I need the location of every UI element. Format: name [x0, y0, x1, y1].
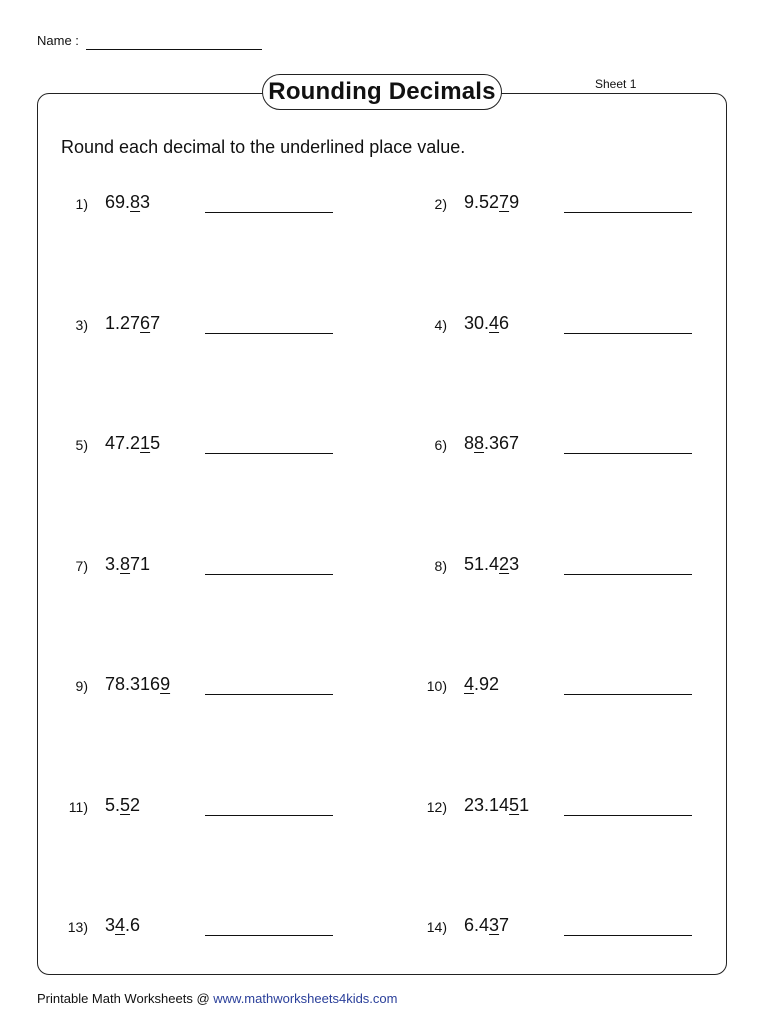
- answer-line[interactable]: [205, 212, 333, 213]
- problem-number: 1): [75, 196, 88, 212]
- problem-item: [37, 915, 377, 945]
- problem-decimal: [105, 554, 150, 575]
- problem-item: [37, 554, 377, 584]
- decimal-trailing-digits: 2: [130, 795, 141, 815]
- decimal-trailing-digits: 1: [519, 795, 530, 815]
- problem-number: 10): [426, 678, 447, 694]
- problem-item: [37, 433, 377, 463]
- underlined-digit: 4: [489, 313, 500, 333]
- decimal-trailing-digits: 3: [509, 554, 520, 574]
- problem-number: 5): [75, 437, 88, 453]
- underlined-digit: 8: [130, 192, 141, 212]
- problem-decimal: [464, 192, 519, 213]
- underlined-digit: 1: [140, 433, 151, 453]
- answer-line[interactable]: [205, 574, 333, 575]
- problem-decimal: [464, 554, 519, 575]
- problem-decimal: [105, 795, 140, 816]
- problem-item: [37, 795, 377, 825]
- underlined-digit: 5: [509, 795, 520, 815]
- problem-item: [396, 433, 736, 463]
- decimal-leading-digits: 78.316: [105, 674, 161, 694]
- underlined-digit: 8: [120, 554, 131, 574]
- decimal-leading-digits: 3: [105, 915, 116, 935]
- problem-item: [396, 554, 736, 584]
- underlined-digit: 4: [115, 915, 126, 935]
- answer-line[interactable]: [564, 453, 692, 454]
- decimal-leading-digits: 51.4: [464, 554, 500, 574]
- decimal-trailing-digits: 71: [130, 554, 151, 574]
- problem-number: 11): [68, 799, 88, 815]
- problem-number: 12): [426, 799, 447, 815]
- problem-number: 6): [434, 437, 447, 453]
- problem-number: 7): [75, 558, 88, 574]
- problem-item: [396, 795, 736, 825]
- decimal-trailing-digits: 5: [150, 433, 161, 453]
- answer-line[interactable]: [205, 935, 333, 936]
- problem-item: [37, 674, 377, 704]
- decimal-leading-digits: 1.27: [105, 313, 141, 333]
- answer-line[interactable]: [564, 935, 692, 936]
- underlined-digit: 2: [499, 554, 510, 574]
- decimal-leading-digits: 8: [464, 433, 475, 453]
- problem-number: 2): [434, 196, 447, 212]
- problem-item: [396, 313, 736, 343]
- name-field-line[interactable]: [86, 49, 262, 50]
- decimal-leading-digits: 23.14: [464, 795, 510, 815]
- problem-decimal: [105, 313, 160, 334]
- name-label: Name :: [37, 33, 79, 48]
- problem-item: [37, 313, 377, 343]
- decimal-trailing-digits: .92: [474, 674, 500, 694]
- problem-item: [37, 192, 377, 222]
- decimal-leading-digits: 5.: [105, 795, 121, 815]
- problem-number: 3): [75, 317, 88, 333]
- problem-decimal: [464, 433, 519, 454]
- underlined-digit: 4: [464, 674, 475, 694]
- underlined-digit: 7: [499, 192, 510, 212]
- decimal-leading-digits: 3.: [105, 554, 121, 574]
- decimal-leading-digits: 9.52: [464, 192, 500, 212]
- answer-line[interactable]: [205, 333, 333, 334]
- decimal-trailing-digits: .6: [125, 915, 141, 935]
- problem-item: [396, 674, 736, 704]
- problem-decimal: [105, 192, 150, 213]
- underlined-digit: 3: [489, 915, 500, 935]
- problem-decimal: [105, 674, 170, 695]
- answer-line[interactable]: [564, 212, 692, 213]
- answer-line[interactable]: [564, 333, 692, 334]
- problem-number: 13): [67, 919, 88, 935]
- problem-decimal: [105, 915, 140, 936]
- footer-prefix: Printable Math Worksheets @: [37, 991, 214, 1006]
- problem-number: 8): [434, 558, 447, 574]
- underlined-digit: 6: [140, 313, 151, 333]
- answer-line[interactable]: [564, 574, 692, 575]
- decimal-leading-digits: 6.4: [464, 915, 490, 935]
- decimal-trailing-digits: .367: [484, 433, 520, 453]
- answer-line[interactable]: [564, 815, 692, 816]
- answer-line[interactable]: [205, 815, 333, 816]
- problem-number: 14): [426, 919, 447, 935]
- problem-item: [396, 192, 736, 222]
- decimal-trailing-digits: 7: [150, 313, 161, 333]
- answer-line[interactable]: [205, 694, 333, 695]
- decimal-trailing-digits: 9: [509, 192, 520, 212]
- problem-item: [396, 915, 736, 945]
- answer-line[interactable]: [205, 453, 333, 454]
- problem-decimal: [464, 313, 509, 334]
- decimal-leading-digits: 30.: [464, 313, 490, 333]
- underlined-digit: 8: [474, 433, 485, 453]
- instructions: Round each decimal to the underlined place value.: [61, 137, 466, 157]
- problem-number: 4): [434, 317, 447, 333]
- sheet-label: Sheet 1: [595, 77, 637, 91]
- footer: [37, 991, 397, 1006]
- problem-number: 9): [75, 678, 88, 694]
- decimal-leading-digits: 47.2: [105, 433, 141, 453]
- problem-decimal: [464, 915, 509, 936]
- decimal-trailing-digits: 6: [499, 313, 510, 333]
- problem-decimal: [464, 795, 529, 816]
- decimal-leading-digits: 69.: [105, 192, 131, 212]
- footer-link[interactable]: www.mathworksheets4kids.com: [213, 991, 398, 1006]
- underlined-digit: 5: [120, 795, 131, 815]
- worksheet-frame: [37, 93, 727, 975]
- problem-decimal: [105, 433, 160, 454]
- decimal-trailing-digits: 7: [499, 915, 510, 935]
- underlined-digit: 9: [160, 674, 171, 694]
- answer-line[interactable]: [564, 694, 692, 695]
- decimal-trailing-digits: 3: [140, 192, 151, 212]
- worksheet-title: Rounding Decimals: [262, 74, 502, 110]
- problem-decimal: [464, 674, 499, 695]
